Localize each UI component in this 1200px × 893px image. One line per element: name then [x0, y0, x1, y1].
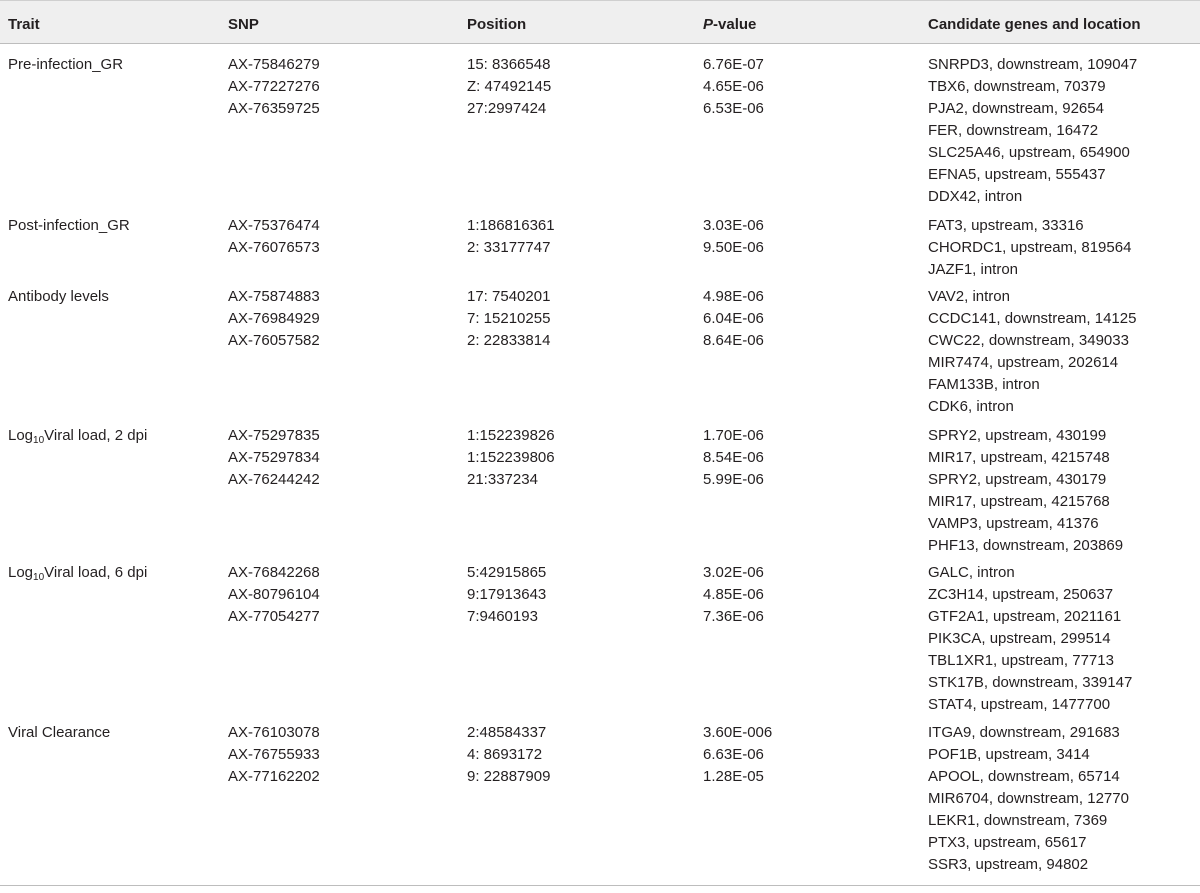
genes-cell: [928, 215, 1131, 281]
genes-cell: [928, 425, 1123, 557]
gene-location: FAT3, upstream, 33316: [928, 217, 1084, 234]
position-cell: [467, 722, 550, 788]
gene-location: FAM133B, intron: [928, 376, 1040, 393]
p-value: 3.03E-06: [703, 217, 764, 234]
trait-label: Post-infection_GR: [8, 217, 130, 234]
position-value: 17: 7540201: [467, 288, 551, 305]
snp-id: AX-75297835: [228, 427, 320, 444]
p-value: 6.76E-07: [703, 56, 764, 73]
snp-id: AX-76755933: [228, 746, 320, 763]
gene-location: SLC25A46, upstream, 654900: [928, 144, 1130, 161]
position-value: 1:152239806: [467, 449, 555, 466]
gene-location: STAT4, upstream, 1477700: [928, 696, 1111, 713]
gene-location: LEKR1, downstream, 7369: [928, 812, 1108, 829]
position-cell: [467, 425, 555, 491]
p-value: 5.99E-06: [703, 471, 764, 488]
snp-cell: [228, 215, 320, 259]
snp-cell: [228, 425, 320, 491]
gene-location: SPRY2, upstream, 430179: [928, 471, 1107, 488]
gene-location: SNRPD3, downstream, 109047: [928, 56, 1138, 73]
p-value: 6.53E-06: [703, 100, 764, 117]
trait-cell: [8, 425, 147, 447]
snp-id: AX-75376474: [228, 217, 320, 234]
position-value: 2: 33177747: [467, 239, 551, 256]
snp-id: AX-77162202: [228, 768, 320, 785]
position-value: 1:152239826: [467, 427, 555, 444]
gene-location: MIR7474, upstream, 202614: [928, 354, 1119, 371]
p-value-cell: [703, 286, 764, 352]
snp-cell: [228, 286, 320, 352]
header-p-italic: P: [703, 16, 714, 33]
gene-location: MIR6704, downstream, 12770: [928, 790, 1129, 807]
gene-location: PTX3, upstream, 65617: [928, 834, 1087, 851]
position-value: 9: 22887909: [467, 768, 551, 785]
gene-location: JAZF1, intron: [928, 261, 1019, 278]
snp-id: AX-75846279: [228, 56, 320, 73]
gene-location: GALC, intron: [928, 564, 1015, 581]
gene-location: STK17B, downstream, 339147: [928, 674, 1133, 691]
position-value: 9:17913643: [467, 586, 547, 603]
p-value: 7.36E-06: [703, 608, 764, 625]
gene-location: CWC22, downstream, 349033: [928, 332, 1129, 349]
snp-id: AX-77054277: [228, 608, 320, 625]
snp-id: AX-76057582: [228, 332, 320, 349]
trait-suffix: Viral load, 6 dpi: [44, 564, 148, 581]
snp-id: AX-80796104: [228, 586, 320, 603]
position-value: 7: 15210255: [467, 310, 551, 327]
p-value: 8.54E-06: [703, 449, 764, 466]
snp-id: AX-76244242: [228, 471, 320, 488]
trait-subscript: 10: [33, 435, 45, 446]
position-value: 4: 8693172: [467, 746, 543, 763]
snp-id: AX-76842268: [228, 564, 320, 581]
trait-suffix: Viral load, 2 dpi: [44, 427, 148, 444]
trait-cell: [8, 562, 147, 584]
position-value: 7:9460193: [467, 608, 538, 625]
snp-id: AX-76076573: [228, 239, 320, 256]
trait-label: [8, 425, 147, 447]
gene-location: CHORDC1, upstream, 819564: [928, 239, 1132, 256]
p-value: 9.50E-06: [703, 239, 764, 256]
gene-location: GTF2A1, upstream, 2021161: [928, 608, 1122, 625]
snp-id: AX-77227276: [228, 78, 320, 95]
trait-cell: [8, 215, 130, 237]
header-snp: SNP: [228, 16, 259, 33]
p-value: 3.60E-006: [703, 724, 773, 741]
position-value: 27:2997424: [467, 100, 547, 117]
header-p-rest: -value: [713, 16, 757, 33]
p-value-cell: [703, 215, 764, 259]
trait-subscript: 10: [33, 572, 45, 583]
gene-location: TBL1XR1, upstream, 77713: [928, 652, 1114, 669]
p-value: 4.65E-06: [703, 78, 764, 95]
gene-location: ITGA9, downstream, 291683: [928, 724, 1120, 741]
p-value-cell: [703, 425, 764, 491]
header-p-value: [703, 16, 756, 34]
position-value: 1:186816361: [467, 217, 555, 234]
gene-location: VAMP3, upstream, 41376: [928, 515, 1099, 532]
snp-id: AX-75874883: [228, 288, 320, 305]
header-position: Position: [467, 16, 527, 33]
gene-location: MIR17, upstream, 4215748: [928, 449, 1110, 466]
trait-cell: [8, 722, 110, 744]
p-value: 1.28E-05: [703, 768, 764, 785]
trait-cell: [8, 286, 109, 308]
trait-prefix: Log: [8, 427, 34, 444]
genes-cell: [928, 722, 1129, 876]
trait-cell: [8, 54, 123, 76]
gene-location: MIR17, upstream, 4215768: [928, 493, 1110, 510]
p-value-cell: [703, 722, 772, 788]
gene-location: FER, downstream, 16472: [928, 122, 1099, 139]
trait-label: [8, 562, 147, 584]
p-value: 4.85E-06: [703, 586, 764, 603]
gene-location: POF1B, upstream, 3414: [928, 746, 1090, 763]
trait-prefix: Log: [8, 564, 34, 581]
snp-cell: [228, 54, 320, 120]
gene-location: PJA2, downstream, 92654: [928, 100, 1104, 117]
gene-location: APOOL, downstream, 65714: [928, 768, 1120, 785]
position-cell: [467, 562, 546, 628]
snp-cell: [228, 722, 320, 788]
p-value: 6.04E-06: [703, 310, 764, 327]
gene-location: SSR3, upstream, 94802: [928, 856, 1089, 873]
p-value: 6.63E-06: [703, 746, 764, 763]
p-value: 4.98E-06: [703, 288, 764, 305]
position-cell: [467, 215, 555, 259]
position-value: 21:337234: [467, 471, 538, 488]
table-header: [0, 0, 1200, 44]
gene-location: CDK6, intron: [928, 398, 1014, 415]
snp-id: AX-76103078: [228, 724, 320, 741]
bottom-rule: [0, 885, 1200, 886]
trait-label: Pre-infection_GR: [8, 56, 124, 73]
p-value-cell: [703, 54, 764, 120]
snp-cell: [228, 562, 320, 628]
genes-cell: [928, 286, 1136, 418]
gene-location: EFNA5, upstream, 555437: [928, 166, 1106, 183]
genes-cell: [928, 562, 1132, 716]
header-trait: Trait: [8, 16, 40, 33]
gene-location: TBX6, downstream, 70379: [928, 78, 1106, 95]
position-value: 5:42915865: [467, 564, 547, 581]
gene-location: PHF13, downstream, 203869: [928, 537, 1124, 554]
position-value: 2: 22833814: [467, 332, 551, 349]
p-value: 3.02E-06: [703, 564, 764, 581]
position-value: 15: 8366548: [467, 56, 551, 73]
position-cell: [467, 54, 551, 120]
p-value-cell: [703, 562, 764, 628]
snp-id: AX-76359725: [228, 100, 320, 117]
trait-label: Viral Clearance: [8, 724, 111, 741]
snp-id: AX-75297834: [228, 449, 320, 466]
snp-id: AX-76984929: [228, 310, 320, 327]
p-value: 1.70E-06: [703, 427, 764, 444]
trait-label: Antibody levels: [8, 288, 109, 305]
gene-location: PIK3CA, upstream, 299514: [928, 630, 1111, 647]
genes-cell: [928, 54, 1137, 208]
header-candidate-genes: Candidate genes and location: [928, 16, 1141, 33]
position-value: Z: 47492145: [467, 78, 552, 95]
gene-location: VAV2, intron: [928, 288, 1010, 305]
p-value: 8.64E-06: [703, 332, 764, 349]
gene-location: DDX42, intron: [928, 188, 1023, 205]
position-cell: [467, 286, 550, 352]
gene-location: SPRY2, upstream, 430199: [928, 427, 1107, 444]
gene-location: CCDC141, downstream, 14125: [928, 310, 1137, 327]
position-value: 2:48584337: [467, 724, 547, 741]
gene-location: ZC3H14, upstream, 250637: [928, 586, 1114, 603]
